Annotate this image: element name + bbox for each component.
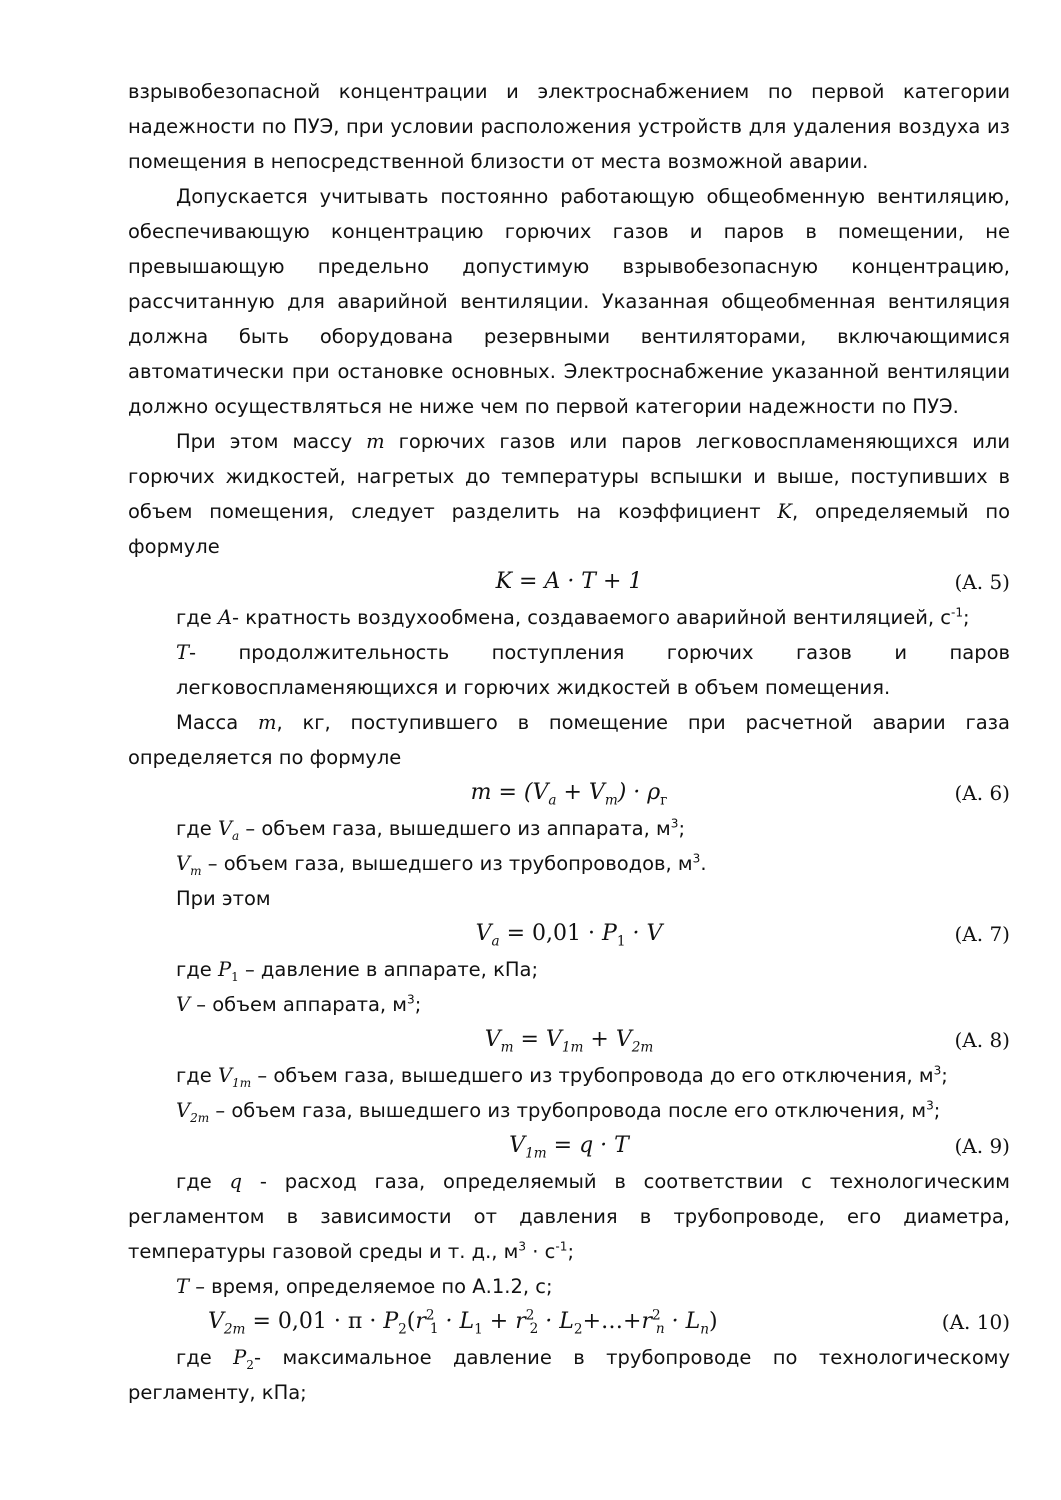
definition-v1m: где $V_{1m}$ – объем газа, вышедшего из трубопровода до его отключения, $м^3$; <box>176 1063 948 1090</box>
formula-a9-number: (A. 9) <box>954 1134 1010 1158</box>
formula-a5-number: (A. 5) <box>954 570 1010 594</box>
formula-a9 <box>128 1128 1010 1164</box>
definition-p2: где $P_2-$ максимальное давление в трубопроводе по технологическому регламенту, кПа; <box>128 1346 1010 1404</box>
formula-a7-expression: $V_a = 0,01 \cdot P_1 \cdot V$ <box>475 921 663 950</box>
definition-q: где q - расход газа, определяемый в соответствии с технологическим регламентом в зависимости от давления в трубопроводе, его диаметра, температуры газовой среды и т. д., $м^3 \cdot с^{-1}$; <box>128 1170 1010 1263</box>
formula-a6-expression: $m = (V_a + V_m) \cdot \rho_г$ <box>470 780 668 809</box>
formula-a9-expression: $V_{1m} = q \cdot T$ <box>509 1133 629 1162</box>
paragraph-gas-mass: Масса m, кг, поступившего в помещение при расчетной аварии газа определяется по формуле <box>128 711 1010 769</box>
definition-p1: где $P_1$ – давление в аппарате, кПа; <box>176 958 539 984</box>
formula-a10-expression: $V_{2m} = 0,01 \cdot \pi \cdot P_2(r^2_1 \cdot L_1 + r^2_2$ · $L_2+\dots+r^2_n \cdot L_n$) <box>208 1307 718 1338</box>
paragraph-general-ventilation: Допускается учитывать постоянно работающую общеобменную вентиляцию, обеспечивающую концентрацию горючих газов и паров в помещении, не превышающую предельно допустимую взрывобезопасную концентрацию, рассчитанную для аварийной вентиляции. Указанная общеобменная вентиляция должна быть оборудована резервными вентиляторами, включающимися автоматически при остановке основных. Электроснабжение указанной вентиляции должно осуществляться не ниже чем по первой категории надежности по ПУЭ. <box>128 185 1010 418</box>
formula-a8-number: (A. 8) <box>954 1028 1010 1052</box>
formula-a5-expression: K = A · T + 1 <box>495 569 643 594</box>
definition-v2m: $V_{2m}$ – объем газа, вышедшего из трубопровода после его отключения, $м^3$; <box>176 1098 941 1125</box>
formula-a8 <box>128 1022 1010 1058</box>
definition-t: T- продолжительность поступления горючих газов и паров легковоспламеняющихся и горючих жидкостей в объем помещения. <box>176 641 1010 699</box>
definition-vm: $V_m$ – объем газа, вышедшего из трубопроводов, $м^3$. <box>176 851 707 878</box>
formula-a5 <box>128 564 1010 600</box>
document-body <box>128 74 1010 1410</box>
formula-a6-number: (A. 6) <box>954 781 1010 805</box>
paragraph-mass-division: При этом массу m горючих газов или паров легковоспламеняющихся или горючих жидкостей, нагретых до температуры вспышки и выше, поступивших в объем помещения, следует разделить на коэффициент K, определяемый по формуле <box>128 430 1010 558</box>
formula-a10-number: (A. 10) <box>941 1310 1010 1334</box>
formula-a7 <box>128 916 1010 952</box>
definition-v: V – объем аппарата, $м^3$; <box>176 992 422 1016</box>
paragraph-ventilation-intro: взрывобезопасной концентрации и электроснабжением по первой категории надежности по ПУЭ, при условии расположения устройств для удаления воздуха из помещения в непосредственной близости от места возможной аварии. <box>128 80 1010 173</box>
definition-a: где A- кратность воздухообмена, создаваемого аварийной вентиляцией, $с^{-1}$; <box>176 605 970 629</box>
definition-va: где $V_a$ – объем газа, вышедшего из аппарата, $м^3$; <box>176 816 686 843</box>
formula-a6 <box>128 775 1010 811</box>
formula-a8-expression: $V_m = V_{1m} + V_{2m}$ <box>484 1027 654 1056</box>
formula-a7-number: (A. 7) <box>954 922 1010 946</box>
text-pri-etom: При этом <box>176 887 271 910</box>
definition-time: T – время, определяемое по А.1.2, с; <box>176 1275 553 1298</box>
formula-a10 <box>128 1304 1010 1340</box>
